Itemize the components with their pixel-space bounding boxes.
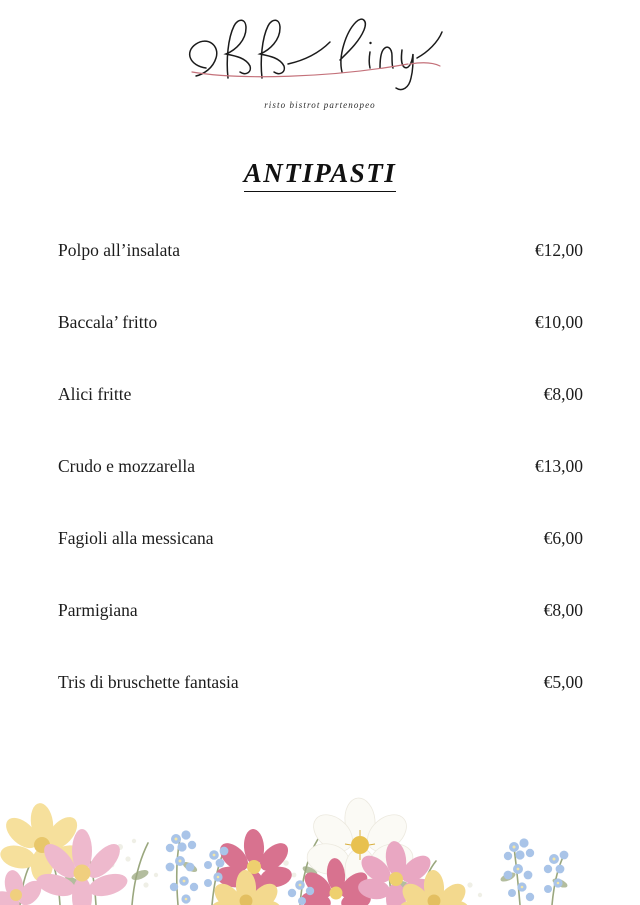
list-item [58,600,583,672]
brand-logo [0,8,640,128]
menu-item-name: Crudo e mozzarella [58,456,196,476]
flower-pink-right [357,840,436,905]
menu-item-price: €5,00 [543,672,583,692]
flower-yellow-right [397,869,471,905]
list-item [58,312,583,384]
section-header [0,158,640,192]
menu-item-name: Tris di bruschette fantasia [58,672,239,692]
flower-pink-left [34,829,130,905]
menu-item-price: €12,00 [534,240,583,260]
flower-magenta-right [299,857,372,905]
flower-yellow-left [0,802,86,883]
menu-item-price: €6,00 [543,528,583,548]
menu-item-name: Baccala’ fritto [58,312,158,332]
menu-item-price: €10,00 [534,312,583,332]
brand-tagline: risto bistrot partenopeo [264,100,376,110]
forget-me-nots-left [166,830,199,903]
floral-border-illustration-icon [0,735,640,905]
forget-me-nots-mid [204,847,314,905]
forget-me-nots-right [504,838,569,901]
menu-item-price: €13,00 [534,456,583,476]
flower-yellow-center [209,869,283,905]
page-title: ANTIPASTI [244,158,397,192]
menu-item-name: Alici fritte [58,384,132,404]
list-item [58,528,583,600]
list-item [58,240,583,312]
menu-item-price: €8,00 [543,600,583,620]
handwritten-script-logo-icon [170,8,470,103]
flower-white-center [305,797,416,891]
menu-list [58,240,583,744]
list-item [58,384,583,456]
list-item [58,672,583,744]
menu-item-name: Fagioli alla messicana [58,528,214,548]
flower-pink-far-left [0,869,46,905]
list-item [58,456,583,528]
menu-item-price: €8,00 [543,384,583,404]
menu-item-name: Polpo all’insalata [58,240,180,260]
menu-item-name: Parmigiana [58,600,138,620]
flower-magenta-center [214,828,293,903]
